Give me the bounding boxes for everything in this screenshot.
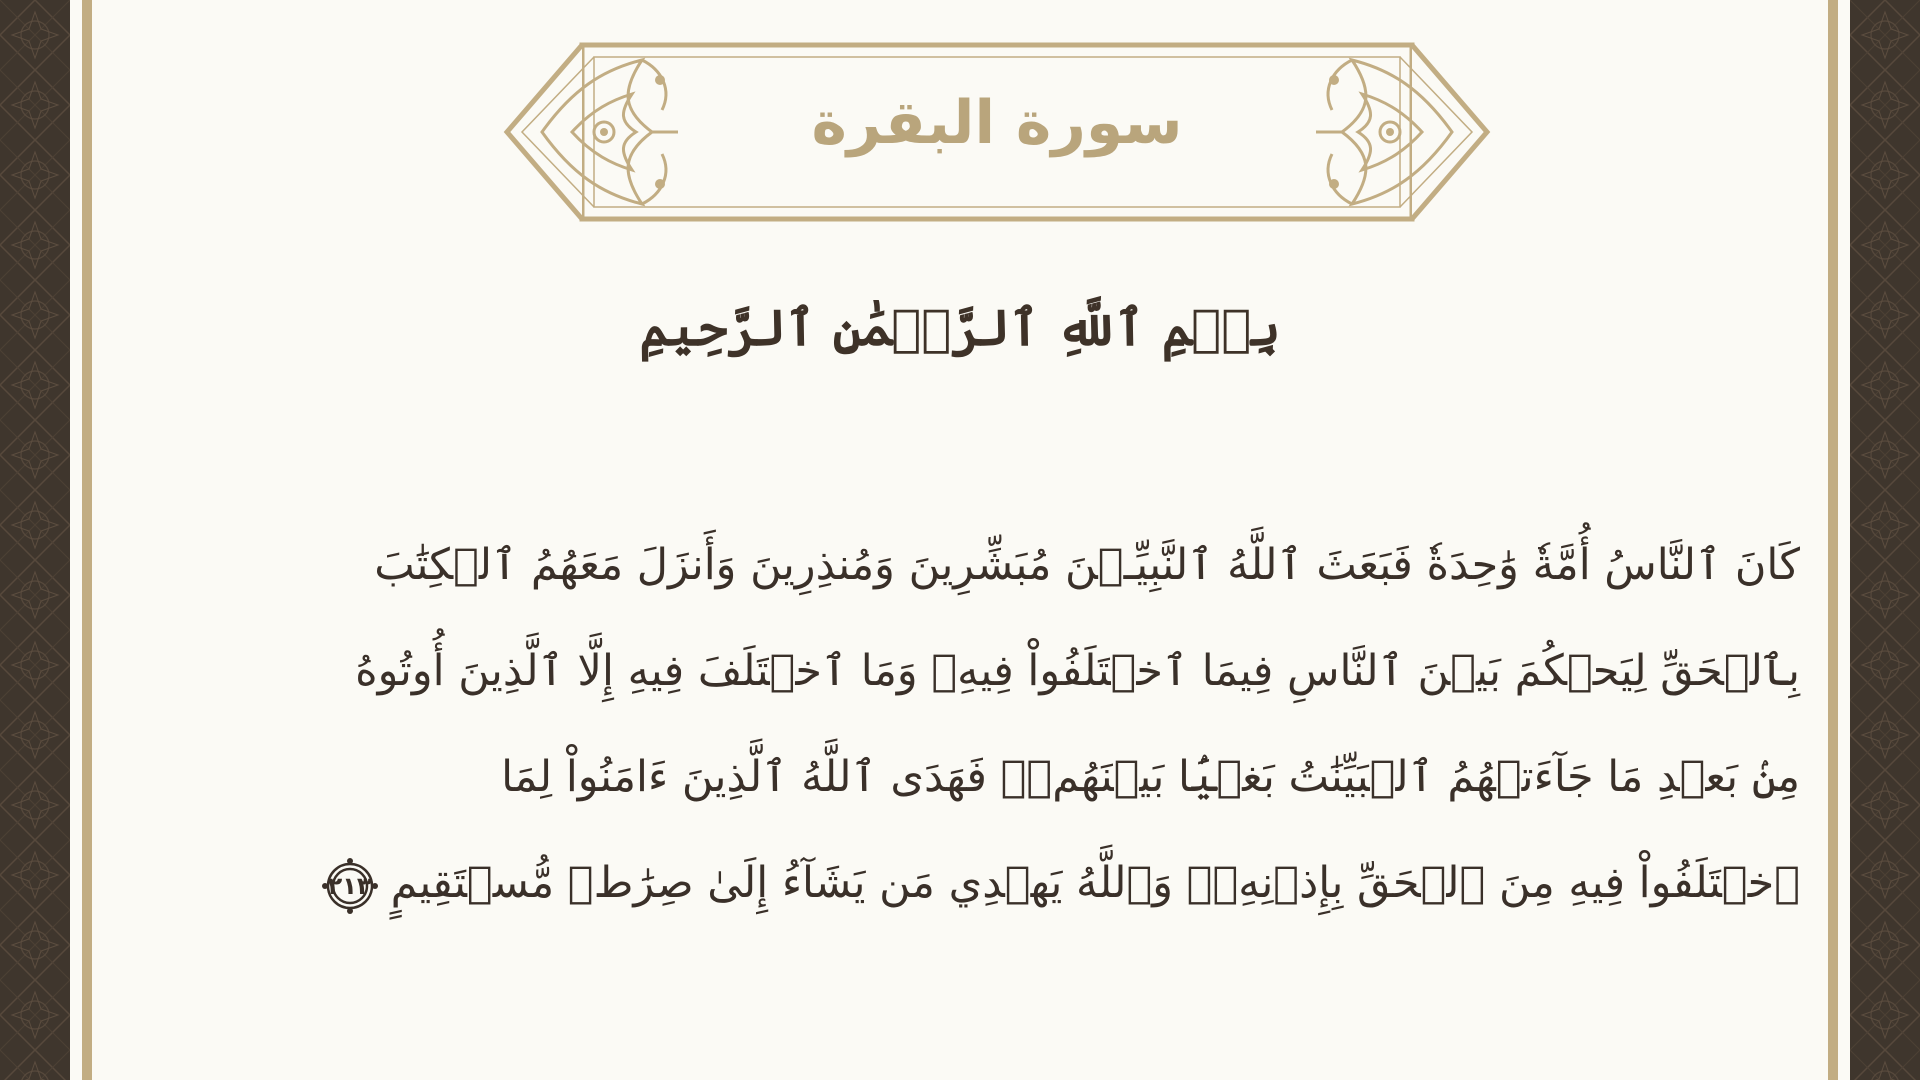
page-panel bbox=[70, 0, 1850, 1080]
surah-title: سورة البقرة bbox=[811, 88, 1183, 158]
verse-line-4 bbox=[210, 830, 1800, 936]
verse-line-2: بِٱلۡحَقِّ لِيَحۡكُمَ بَيۡنَ ٱلنَّاسِ فِيمَا ٱخۡتَلَفُواْ فِيهِۚ وَمَا ٱخۡتَلَفَ فِيهِ إِلَّا ٱلَّذِينَ أُوتُوهُ bbox=[355, 646, 1800, 696]
surah-header-banner bbox=[502, 42, 1492, 222]
gold-rule-right bbox=[1828, 0, 1838, 1080]
verse-text bbox=[210, 512, 1800, 936]
gold-rule-left bbox=[82, 0, 92, 1080]
geometric-border-left bbox=[0, 0, 70, 1080]
ayah-end-marker-icon bbox=[321, 857, 379, 915]
verse-line-1: كَانَ ٱلنَّاسُ أُمَّةٗ وَٰحِدَةٗ فَبَعَثَ ٱللَّهُ ٱلنَّبِيِّـۧنَ مُبَشِّرِينَ وَمُنذِرِينَ وَأَنزَلَ مَعَهُمُ ٱلۡكِتَٰبَ bbox=[374, 540, 1800, 590]
verse-line-4-text: ٱخۡتَلَفُواْ فِيهِ مِنَ ٱلۡحَقِّ بِإِذۡنِهِۦۗ وَٱللَّهُ يَهۡدِي مَن يَشَآءُ إِلَىٰ صِرَٰطٖ مُّسۡتَقِيمٍ bbox=[390, 858, 1800, 908]
basmala: بِسۡمِ ٱللَّهِ ٱلرَّحۡمَٰنِ ٱلرَّحِيمِ bbox=[639, 298, 1281, 357]
geometric-border-right bbox=[1850, 0, 1920, 1080]
verse-line-3: مِنۢ بَعۡدِ مَا جَآءَتۡهُمُ ٱلۡبَيِّنَٰتُ بَغۡيَۢا بَيۡنَهُمۡۖ فَهَدَى ٱللَّهُ ٱلَّذِينَ ءَامَنُواْ لِمَا bbox=[501, 752, 1800, 802]
ayah-number: ٢١٣ bbox=[327, 871, 372, 900]
